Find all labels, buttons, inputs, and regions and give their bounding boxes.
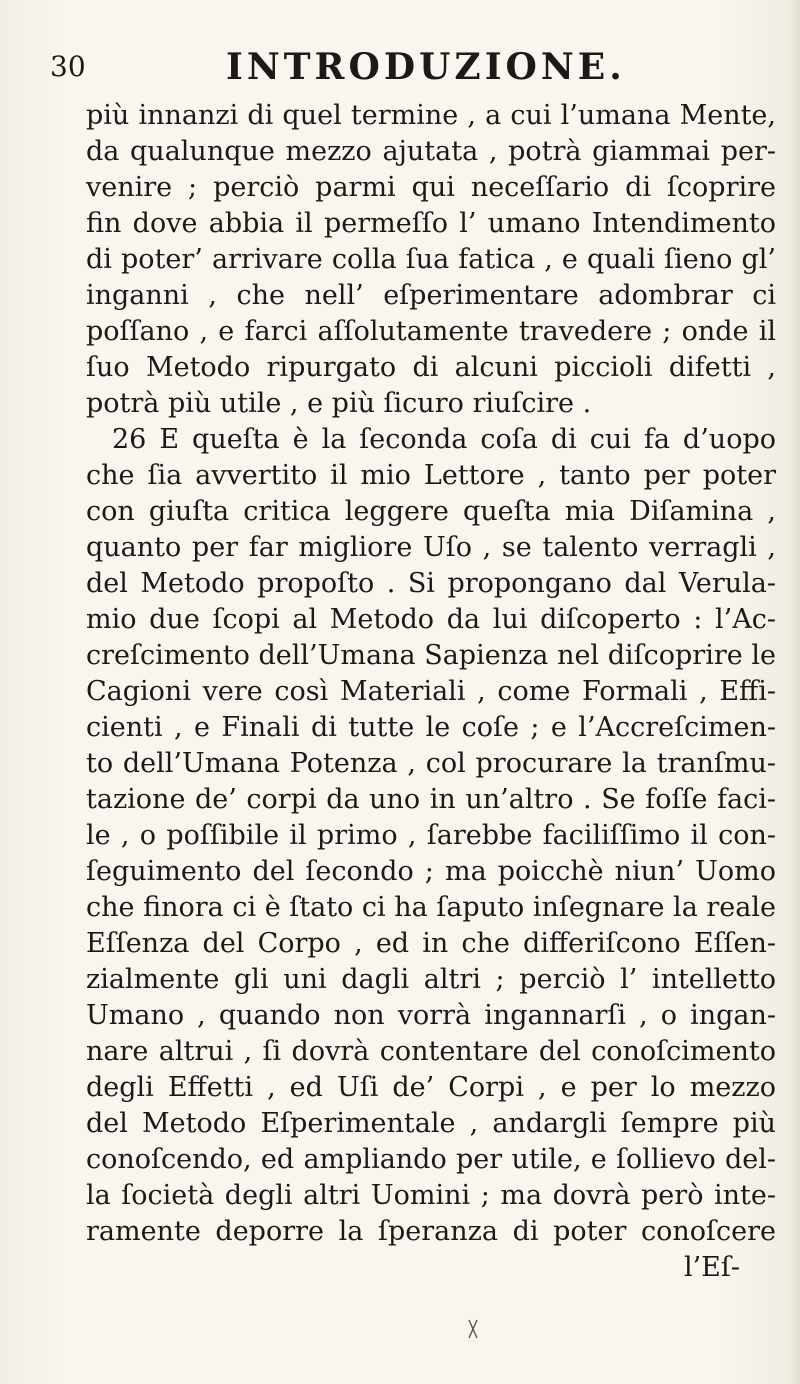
text-line: Eſſenza del Corpo , ed in che differiſcono Eſſen- [86, 928, 776, 959]
page-edge-shadow [790, 0, 800, 1384]
text-line: Umano , quando non vorrà ingannarſi , o ingan- [86, 1000, 776, 1031]
text-line: del Metodo Eſperimentale , andargli ſempre più [86, 1108, 776, 1139]
page-number: 30 [50, 50, 86, 83]
text-line: fin dove abbia il permeſſo l’ umano Intendimento [86, 208, 776, 239]
text-line: conoſcendo, ed ampliando per utile, e ſollievo del- [86, 1144, 776, 1175]
text-line: poſſano , e farci aſſolutamente travedere ; onde il [86, 316, 776, 347]
text-line: da qualunque mezzo ajutata , potrà giammai per- [86, 136, 776, 167]
catchword: l’Eſ- [683, 1252, 740, 1283]
text-line: degli Effetti , ed Uſi de’ Corpi , e per lo mezzo [86, 1072, 776, 1103]
text-line: più innanzi di quel termine , a cui l’umana Mente, [86, 100, 776, 131]
text-line: creſcimento dell’Umana Sapienza nel diſcoprire le [86, 640, 776, 671]
text-line: quanto per far migliore Uſo , se talento verragli , [86, 532, 776, 563]
text-line: cienti , e Finali di tutte le coſe ; e l’Accreſcimen- [86, 712, 776, 743]
text-line: nare altrui , ſi dovrà contentare del conoſcimento [86, 1036, 776, 1067]
text-line: tazione de’ corpi da uno in un’altro . Se foſſe faci- [86, 784, 776, 815]
text-line: di poter’ arrivare colla ſua fatica , e quali ſieno gl’ [86, 244, 776, 275]
text-line: inganni , che nell’ eſperimentare adombrar ci [86, 280, 776, 311]
text-line: ramente deporre la ſperanza di poter conoſcere [86, 1216, 776, 1247]
signature-mark-icon [466, 1318, 480, 1340]
text-line: che finora ci è ſtato ci ha ſaputo inſegnare la reale [86, 892, 776, 923]
running-head: INTRODUZIONE. [226, 46, 626, 88]
text-line: ſeguimento del ſecondo ; ma poicchè niun’ Uomo [86, 856, 776, 887]
text-line: con giuſta critica leggere queſta mia Diſamina , [86, 496, 776, 527]
text-line: le , o poſſibile il primo , ſarebbe faciliſſimo il con- [86, 820, 776, 851]
body-text [86, 98, 776, 1286]
text-line: zialmente gli uni dagli altri ; perciò l’ intelletto [86, 964, 776, 995]
text-line: la ſocietà degli altri Uomini ; ma dovrà però inte- [86, 1180, 776, 1211]
text-line: Cagioni vere così Materiali , come Formali , Effi- [86, 676, 776, 707]
text-line: che ſia avvertito il mio Lettore , tanto per poter [86, 460, 776, 491]
paragraph-start-line: 26 E queſta è la ſeconda coſa di cui fa d’uopo [112, 424, 776, 455]
page-header [50, 46, 770, 94]
text-line: ſuo Metodo ripurgato di alcuni piccioli difetti , [86, 352, 776, 383]
text-line: potrà più utile , e più ſicuro riuſcire . [86, 388, 592, 419]
text-line: del Metodo propoſto . Si propongano dal Verula- [86, 568, 776, 599]
text-line: to dell’Umana Potenza , col procurare la tranſmu- [86, 748, 776, 779]
text-line: venire ; perciò parmi qui neceſſario di ſcoprire [86, 172, 776, 203]
text-line: mio due ſcopi al Metodo da lui diſcoperto : l’Ac- [86, 604, 776, 635]
